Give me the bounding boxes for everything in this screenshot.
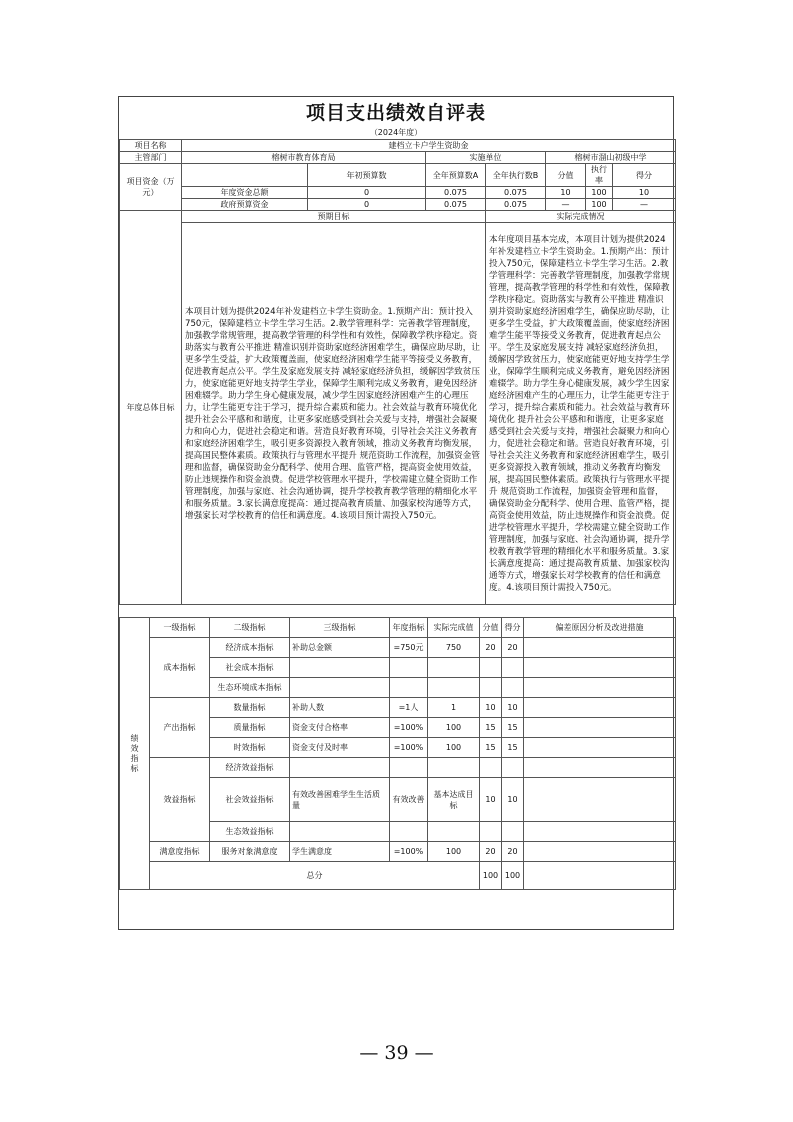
actual-cell	[428, 822, 480, 842]
target-cell: =100%	[390, 738, 428, 758]
weight-cell: 20	[480, 842, 502, 862]
benefit-label: 效益指标	[150, 758, 210, 842]
deviation-cell	[524, 698, 676, 718]
funds-row-label: 年度资金总额	[182, 187, 308, 199]
actual-cell: 100	[428, 738, 480, 758]
level2-cell: 服务对象满意度	[210, 842, 290, 862]
annual-goal-label: 年度总体目标	[120, 211, 182, 605]
impl-unit-label: 实施单位	[426, 152, 546, 164]
funds-row-exec: 0.075	[486, 187, 546, 199]
actual-cell	[428, 758, 480, 778]
target-cell	[390, 678, 428, 698]
level2-cell: 数量指标	[210, 698, 290, 718]
target-cell: =100%	[390, 842, 428, 862]
target-cell: =100%	[390, 718, 428, 738]
level2-cell: 生态效益指标	[210, 822, 290, 842]
actual-completion-label: 实际完成情况	[486, 211, 676, 223]
level3-cell	[290, 678, 390, 698]
col-deviation: 偏差原因分析及改进措施	[524, 618, 676, 638]
level2-cell: 生态环境成本指标	[210, 678, 290, 698]
weight-label: 分值	[546, 164, 586, 187]
weight-cell: 10	[480, 698, 502, 718]
deviation-cell	[524, 758, 676, 778]
level2-cell: 时效指标	[210, 738, 290, 758]
level2-cell: 社会效益指标	[210, 778, 290, 822]
col-score: 得分	[502, 618, 524, 638]
impl-unit-value: 榕树市溜山初级中学	[546, 152, 676, 164]
deviation-cell	[524, 658, 676, 678]
weight-cell	[480, 658, 502, 678]
col-weight: 分值	[480, 618, 502, 638]
form-year: （2024年度）	[369, 128, 423, 137]
target-cell: =1人	[390, 698, 428, 718]
col-level2: 二级指标	[210, 618, 290, 638]
level3-cell	[290, 758, 390, 778]
level3-cell: 资金支付及时率	[290, 738, 390, 758]
col-level1: 一级指标	[150, 618, 210, 638]
funds-row-annual: 0	[308, 187, 426, 199]
score-cell: 20	[502, 638, 524, 658]
satisfaction-label: 满意度指标	[150, 842, 210, 862]
col-level3: 三级指标	[290, 618, 390, 638]
level3-cell: 有效改善困难学生生活质量	[290, 778, 390, 822]
level2-cell: 质量指标	[210, 718, 290, 738]
funds-row-label: 政府预算资金	[182, 199, 308, 211]
actual-cell: 750	[428, 638, 480, 658]
funds-row-rate: 100	[586, 199, 613, 211]
weight-cell: 15	[480, 738, 502, 758]
deviation-cell	[524, 842, 676, 862]
performance-table	[119, 617, 676, 890]
score-cell	[502, 678, 524, 698]
actual-cell: 基本达成目标	[428, 778, 480, 822]
score-cell: 10	[502, 698, 524, 718]
score-cell: 20	[502, 842, 524, 862]
supervisor-value: 榕树市教育体育局	[182, 152, 426, 164]
total-deviation	[524, 862, 676, 890]
funds-row-weight: 10	[546, 187, 586, 199]
target-cell: 有效改善	[390, 778, 428, 822]
full-budget-label: 全年预算数A	[426, 164, 486, 187]
project-name-label: 项目名称	[120, 140, 182, 152]
level3-cell: 资金支付合格率	[290, 718, 390, 738]
score-cell	[502, 822, 524, 842]
output-label: 产出指标	[150, 698, 210, 758]
funds-row-budget: 0.075	[426, 187, 486, 199]
funds-row-score: —	[613, 199, 676, 211]
level3-cell	[290, 658, 390, 678]
funds-row-annual: 0	[308, 199, 426, 211]
annual-budget-label: 年初预算数	[308, 164, 426, 187]
header-table	[119, 139, 676, 605]
actual-cell: 100	[428, 718, 480, 738]
supervisor-label: 主管部门	[120, 152, 182, 164]
full-exec-label: 全年执行数B	[486, 164, 546, 187]
funds-row-budget: 0.075	[426, 199, 486, 211]
perf-label: 绩效指标	[120, 618, 150, 890]
level3-cell	[290, 822, 390, 842]
level3-cell: 学生满意度	[290, 842, 390, 862]
deviation-cell	[524, 678, 676, 698]
col-target: 年度指标	[390, 618, 428, 638]
total-weight: 100	[480, 862, 502, 890]
level2-cell: 社会成本指标	[210, 658, 290, 678]
score-cell: 15	[502, 738, 524, 758]
funds-row-score: 10	[613, 187, 676, 199]
weight-cell: 10	[480, 778, 502, 822]
evaluation-form	[118, 96, 674, 930]
weight-cell: 20	[480, 638, 502, 658]
deviation-cell	[524, 778, 676, 822]
score-cell: 10	[502, 778, 524, 822]
page-number: — 39 —	[359, 1042, 434, 1064]
deviation-cell	[524, 718, 676, 738]
actual-cell	[428, 658, 480, 678]
weight-cell	[480, 678, 502, 698]
col-actual: 实际完成值	[428, 618, 480, 638]
level2-cell: 经济效益指标	[210, 758, 290, 778]
level3-cell: 补助总金额	[290, 638, 390, 658]
actual-cell: 1	[428, 698, 480, 718]
score-cell	[502, 658, 524, 678]
funds-label: 项目资金（万元）	[120, 164, 182, 211]
deviation-cell	[524, 738, 676, 758]
funds-blank	[182, 164, 308, 187]
deviation-cell	[524, 638, 676, 658]
project-name-value: 建档立卡户学生资助金	[182, 140, 676, 152]
target-cell	[390, 758, 428, 778]
actual-completion-text: 本年度项目基本完成，本项目计划为提供2024年补发建档立卡学生资助金。1.预期产出：预计投入750元，保障建档立卡学生学习生活。2.教学管理科学：完善教学管理制度，加强教学常规管理，提高教学管理的科学性和有效性，保障教学秩序稳定。资助落实与教育公平推进 精准识别并资助家庭经济困难学生，确保应助尽助，让更多学生受益，扩大政策覆盖面，使家庭经济困难学生能平等接受义务教育，促进教育起点公平。学生及家庭发展支持 减轻家庭经济负担，缓解因学致贫压力，使家庭能更好地支持学生学业，保障学生顺利完成义务教育，避免因经济困难辍学。助力学生身心健康发展，减少学生因家庭经济困难产生的心理压力，让学生能更专注于学习，提升综合素质和能力。社会效益与教育环境优化 提升社会公平感和和谐度，让更多家庭感受到社会关爱与支持，增强社会凝聚力和向心力，促进社会稳定和谐。营造良好教育环境，引导社会关注义务教育和家庭经济困难学生，吸引更多资源投入教育领域，推动义务教育均衡发展，提高国民整体素质。政策执行与管理水平提升 规范资助工作流程，加强资金管理和监督，确保资助金分配科学、使用合理、监管严格，提高资金使用效益，防止违规操作和资金浪费。促进学校管理水平提升，学校需建立健全资助工作管理制度，加强与家庭、社会沟通协调，提升学校教育教学管理的精细化水平和服务质量。3.家长满意度提高：通过提高教育质量、加强家校沟通等方式，增强家长对学校教育的信任和满意度。4.该项目预计需投入750元。	[486, 223, 676, 605]
weight-cell	[480, 758, 502, 778]
funds-row-exec: 0.075	[486, 199, 546, 211]
expected-goal-text: 本项目计划为提供2024年补发建档立卡学生资助金。1.预期产出：预计投入750元，保障建档立卡学生学习生活。2.教学管理科学：完善教学管理制度，加强教学常规管理，提高教学管理的科学性和有效性，保障教学秩序稳定。资助落实与教育公平推进 精准识别并资助家庭经济困难学生，确保应助尽助，让更多学生受益，扩大政策覆盖面，使家庭经济困难学生能平等接受义务教育，促进教育起点公平。学生及家庭发展支持 减轻家庭经济负担，缓解因学致贫压力，使家庭能更好地支持学生学业，保障学生顺利完成义务教育，避免因经济困难辍学。助力学生身心健康发展，减少学生因家庭经济困难产生的心理压力，让学生能更专注于学习，提升综合素质和能力。社会效益与教育环境优化 提升社会公平感和和谐度，让更多家庭感受到社会关爱与支持，增强社会凝聚力和向心力，促进社会稳定和谐。营造良好教育环境，引导社会关注义务教育和家庭经济困难学生，吸引更多资源投入教育领域，推动义务教育均衡发展，提高国民整体素质。政策执行与管理水平提升 规范资助工作流程，加强资金管理和监督，确保资助金分配科学、使用合理、监管严格，提高资金使用效益，防止违规操作和资金浪费。促进学校管理水平提升，学校需建立健全资助工作管理制度，加强与家庭、社会沟通协调，提升学校教育教学管理的精细化水平和服务质量。3.家长满意度提高：通过提高教育质量、加强家校沟通等方式，增强家长对学校教育的信任和满意度。4.该项目预计需投入750元。	[182, 223, 486, 605]
weight-cell: 15	[480, 718, 502, 738]
funds-row-rate: 100	[586, 187, 613, 199]
total-score: 100	[502, 862, 524, 890]
score-cell: 15	[502, 718, 524, 738]
score-cell	[502, 758, 524, 778]
level2-cell: 经济成本指标	[210, 638, 290, 658]
target-cell	[390, 658, 428, 678]
target-cell	[390, 822, 428, 842]
level3-cell: 补助人数	[290, 698, 390, 718]
actual-cell	[428, 678, 480, 698]
exec-rate-label: 执行率	[586, 164, 613, 187]
form-title: 项目支出绩效自评表	[305, 102, 486, 124]
funds-row-weight: —	[546, 199, 586, 211]
actual-cell: 100	[428, 842, 480, 862]
target-cell: =750元	[390, 638, 428, 658]
expected-goal-label: 预期目标	[182, 211, 486, 223]
total-score-label: 总分	[150, 862, 480, 890]
score-label: 得分	[613, 164, 676, 187]
deviation-cell	[524, 822, 676, 842]
cost-label: 成本指标	[150, 638, 210, 698]
weight-cell	[480, 822, 502, 842]
